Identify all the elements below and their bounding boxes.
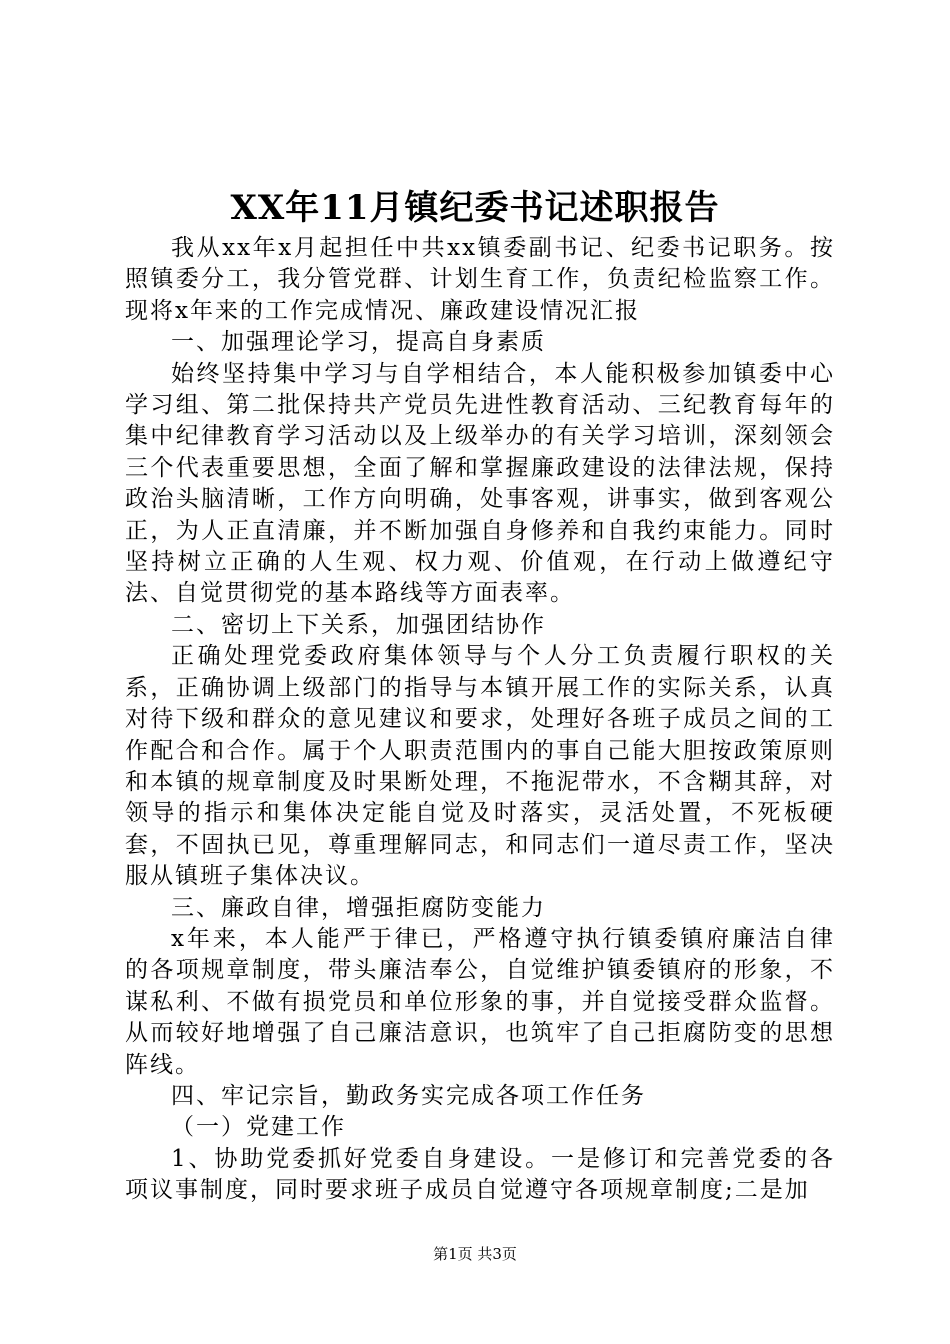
intro-paragraph: 我从xx年x月起担任中共xx镇委副书记、纪委书记职务。按照镇委分工，我分管党群、计划生育工作，负责纪检监察工作。现将x年来的工作完成情况、廉政建设情况汇报 [125,235,835,324]
document-title: XX年11月镇纪委书记述职报告 [230,188,720,228]
section-heading-1: 一、加强理论学习，提高自身素质 [171,329,546,356]
document-body [125,233,835,1207]
subsection-heading-1: （一）党建工作 [171,1114,346,1141]
section-heading-3: 三、廉政自律，增强拒腐防变能力 [171,894,546,921]
page-footer: 第1页 共3页 [433,1245,517,1263]
section-heading-2: 二、密切上下关系，加强团结协作 [171,611,546,638]
section-paragraph-1: 始终坚持集中学习与自学相结合，本人能积极参加镇委中心学习组、第二批保持共产党员先进性教育活动、三纪教育每年的集中纪律教育学习活动以及上级举办的有关学习培训，深刻领会三个代表重要思想，全面了解和掌握廉政建设的法律法规，保持政治头脑清晰，工作方向明确，处事客观，讲事实，做到客观公正，为人正直清廉，并不断加强自身修养和自我约束能力。同时坚持树立正确的人生观、权力观、价值观，在行动上做遵纪守法、自觉贯彻党的基本路线等方面表率。 [125,360,835,607]
section-paragraph-3: x年来，本人能严于律已，严格遵守执行镇委镇府廉洁自律的各项规章制度，带头廉洁奉公，自觉维护镇委镇府的形象，不谋私利、不做有损党员和单位形象的事，并自觉接受群众监督。从而较好地增强了自己廉洁意识，也筑牢了自己拒腐防变的思想阵线。 [125,925,835,1078]
section-heading-4: 四、牢记宗旨，勤政务实完成各项工作任务 [171,1082,646,1109]
section-paragraph-2: 正确处理党委政府集体领导与个人分工负责履行职权的关系，正确协调上级部门的指导与本镇开展工作的实际关系，认真对待下级和群众的意见建议和要求，处理好各班子成员之间的工作配合和合作。属于个人职责范围内的事自己能大胆按政策原则和本镇的规章制度及时果断处理，不拖泥带水，不含糊其辞，对领导的指示和集体决定能自觉及时落实，灵活处置，不死板硬套，不固执已见，尊重理解同志，和同志们一道尽责工作，坚决服从镇班子集体决议。 [125,643,835,890]
subsection-paragraph-1: 1、协助党委抓好党委自身建设。一是修订和完善党委的各项议事制度，同时要求班子成员自觉遵守各项规章制度;二是加 [125,1145,835,1204]
